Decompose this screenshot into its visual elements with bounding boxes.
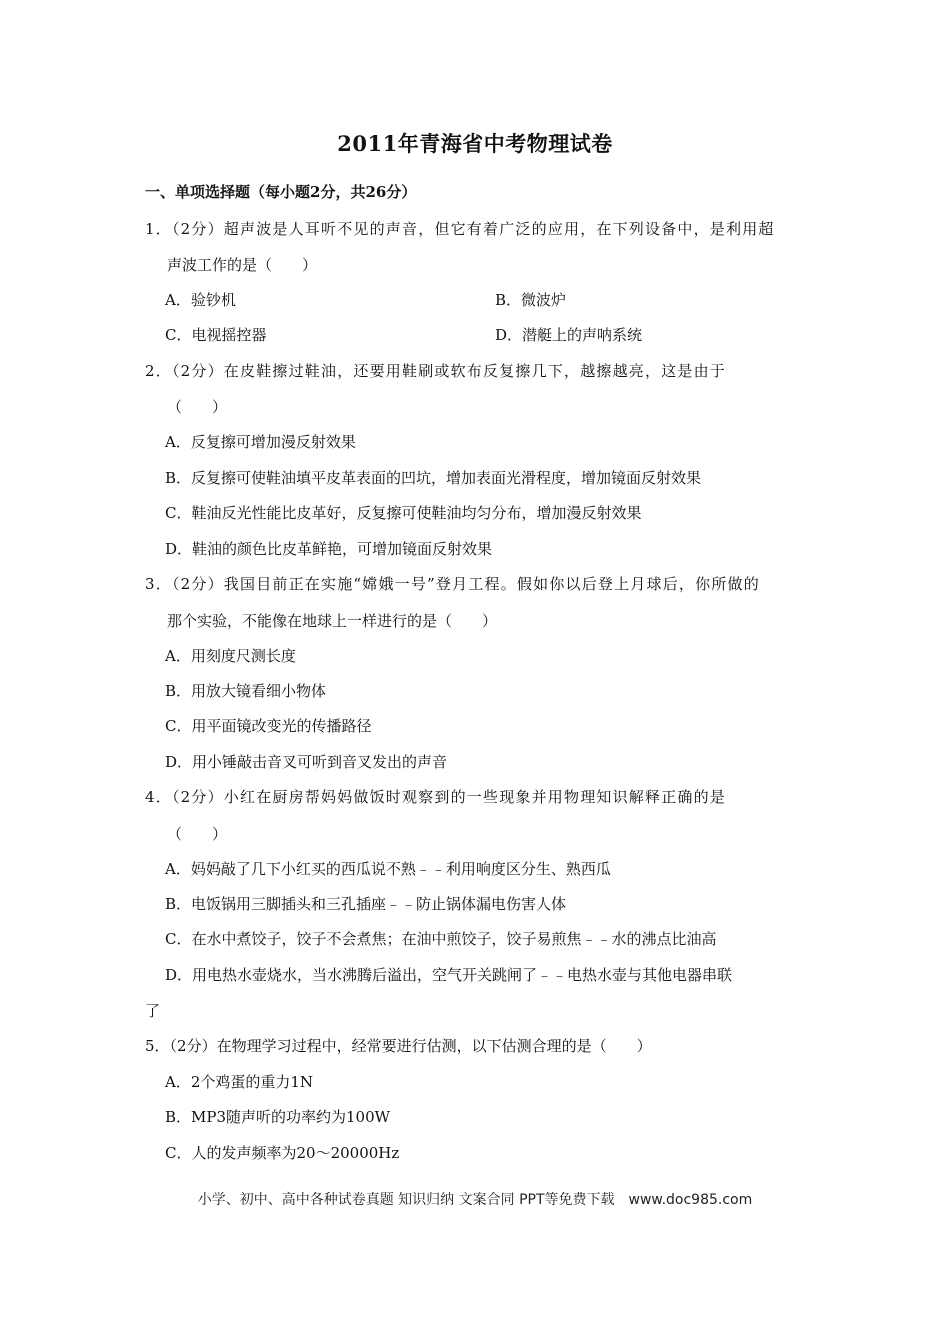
question-1-option-c: C．电视摇控器 xyxy=(165,326,267,344)
question-3-option-d: D．用小锤敲击音叉可听到音叉发出的声音 xyxy=(165,753,448,771)
question-2-option-c: C．鞋油反光性能比皮革好，反复擦可使鞋油均匀分布，增加漫反射效果 xyxy=(165,504,642,522)
question-1-stem: 1．（2分）超声波是人耳听不见的声音，但它有着广泛的应用，在下列设备中，是利用超 xyxy=(145,220,775,238)
question-1-option-d: D．潜艇上的声呐系统 xyxy=(495,326,643,344)
question-2-option-d: D．鞋油的颜色比皮革鲜艳，可增加镜面反射效果 xyxy=(165,540,493,558)
question-4-option-c: C．在水中煮饺子，饺子不会煮焦；在油中煎饺子，饺子易煎焦﹣﹣水的沸点比油高 xyxy=(165,930,717,948)
question-3-option-a: A．用刻度尺测长度 xyxy=(165,647,296,665)
question-5-option-a: A．2个鸡蛋的重力1N xyxy=(165,1073,314,1091)
question-4-option-b: B．电饭锅用三脚插头和三孔插座﹣﹣防止锅体漏电伤害人体 xyxy=(165,895,567,913)
question-4-option-d: D．用电热水壶烧水，当水沸腾后溢出，空气开关跳闸了﹣﹣电热水壶与其他电器串联 xyxy=(165,966,733,984)
question-2-option-b: B．反复擦可使鞋油填平皮革表面的凹坑，增加表面光滑程度，增加镜面反射效果 xyxy=(165,469,702,487)
question-3-stem-cont: 那个实验，不能像在地球上一样进行的是（ ） xyxy=(167,612,498,630)
question-3-stem: 3．（2分）我国目前正在实施“嫦娥一号”登月工程。假如你以后登上月球后，你所做的 xyxy=(145,575,760,593)
question-3-option-c: C．用平面镜改变光的传播路径 xyxy=(165,717,372,735)
question-2-stem-cont: （ ） xyxy=(167,398,228,416)
question-1-stem-cont: 声波工作的是（ ） xyxy=(167,256,318,274)
question-5-option-b: B．MP3随声听的功率约为100W xyxy=(165,1108,391,1126)
question-4-option-a: A．妈妈敲了几下小红买的西瓜说不熟﹣﹣利用响度区分生、熟西瓜 xyxy=(165,860,611,878)
section-heading: 一、单项选择题（每小题2分，共26分） xyxy=(145,183,417,201)
question-4-stem: 4．（2分）小红在厨房帮妈妈做饭时观察到的一些现象并用物理知识解释正确的是 xyxy=(145,788,726,806)
question-4-option-d-tail: 了 xyxy=(145,1002,161,1020)
question-5-option-c: C．人的发声频率为20～20000Hz xyxy=(165,1144,400,1162)
question-5-stem: 5．（2分）在物理学习过程中，经常要进行估测，以下估测合理的是（ ） xyxy=(145,1037,652,1055)
page-title: 2011年青海省中考物理试卷 xyxy=(337,131,613,156)
question-1-option-a: A．验钞机 xyxy=(165,291,236,309)
page-footer: 小学、初中、高中各种试卷真题 知识归纳 文案合同 PPT等免费下载 www.doc985.com xyxy=(197,1192,753,1208)
question-1-option-b: B．微波炉 xyxy=(495,291,567,309)
question-4-stem-cont: （ ） xyxy=(167,825,228,843)
question-2-option-a: A．反复擦可增加漫反射效果 xyxy=(165,433,356,451)
question-3-option-b: B．用放大镜看细小物体 xyxy=(165,682,327,700)
question-2-stem: 2．（2分）在皮鞋擦过鞋油，还要用鞋刷或软布反复擦几下，越擦越亮，这是由于 xyxy=(145,362,726,380)
